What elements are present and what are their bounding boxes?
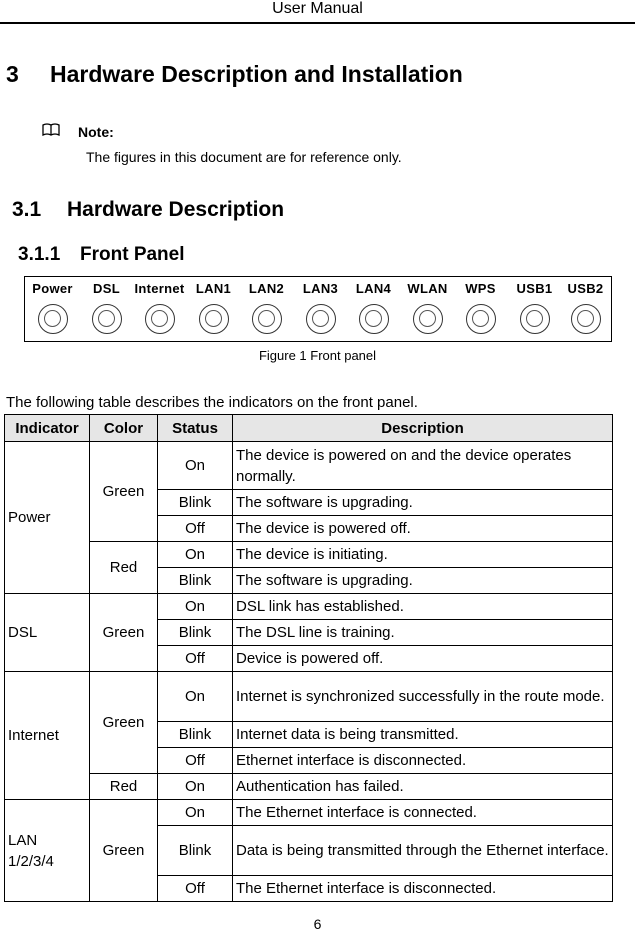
description-cell: The device is initiating. bbox=[233, 542, 613, 568]
port-usb2 bbox=[559, 277, 612, 343]
port-label: USB2 bbox=[567, 281, 604, 296]
led-indicator bbox=[252, 304, 282, 334]
description-cell: The software is upgrading. bbox=[233, 490, 613, 516]
port-power bbox=[26, 277, 79, 343]
port-label: LAN2 bbox=[248, 281, 285, 296]
port-lan4 bbox=[347, 277, 400, 343]
led-indicator bbox=[92, 304, 122, 334]
indicator-table bbox=[4, 414, 613, 902]
status-cell: Blink bbox=[158, 826, 233, 876]
color-cell: Green bbox=[90, 672, 158, 774]
port-internet bbox=[133, 277, 186, 343]
status-cell: On bbox=[158, 672, 233, 722]
description-cell: The device is powered on and the device operates normally. bbox=[233, 442, 613, 490]
table-row bbox=[5, 442, 613, 490]
color-cell: Green bbox=[90, 442, 158, 542]
table-row bbox=[5, 542, 613, 568]
chapter-title: Hardware Description and Installation bbox=[50, 61, 463, 87]
led-indicator bbox=[520, 304, 550, 334]
note-text: The figures in this document are for reference only. bbox=[86, 149, 402, 165]
front-panel-figure bbox=[24, 276, 612, 342]
led-indicator bbox=[38, 304, 68, 334]
status-cell: On bbox=[158, 800, 233, 826]
header-title: User Manual bbox=[272, 0, 363, 17]
status-cell: Blink bbox=[158, 568, 233, 594]
status-cell: Off bbox=[158, 516, 233, 542]
subsection-heading bbox=[18, 243, 185, 267]
status-cell: Blink bbox=[158, 620, 233, 646]
status-cell: Blink bbox=[158, 722, 233, 748]
description-cell: The DSL line is training. bbox=[233, 620, 613, 646]
port-wlan bbox=[401, 277, 454, 343]
section-heading bbox=[12, 197, 284, 223]
section-title: Hardware Description bbox=[67, 198, 285, 221]
status-cell: On bbox=[158, 774, 233, 800]
port-label: DSL bbox=[93, 281, 120, 296]
led-indicator bbox=[199, 304, 229, 334]
description-cell: The software is upgrading. bbox=[233, 568, 613, 594]
indicator-cell: Internet bbox=[5, 672, 90, 800]
port-label: LAN4 bbox=[355, 281, 392, 296]
status-cell: Off bbox=[158, 876, 233, 902]
description-cell: DSL link has established. bbox=[233, 594, 613, 620]
description-cell: Internet is synchronized successfully in the route mode. bbox=[233, 672, 613, 722]
description-cell: The Ethernet interface is disconnected. bbox=[233, 876, 613, 902]
port-label: WPS bbox=[465, 281, 496, 296]
indicator-cell: LAN 1/2/3/4 bbox=[5, 800, 90, 902]
status-cell: Off bbox=[158, 748, 233, 774]
chapter-number: 3 bbox=[6, 61, 19, 87]
status-cell: On bbox=[158, 594, 233, 620]
port-wps bbox=[454, 277, 507, 343]
port-label: USB1 bbox=[516, 281, 553, 296]
table-row bbox=[5, 774, 613, 800]
table-header-row bbox=[5, 415, 613, 442]
led-indicator bbox=[145, 304, 175, 334]
figure-caption: Figure 1 Front panel bbox=[258, 348, 377, 363]
status-cell: On bbox=[158, 442, 233, 490]
subsection-number: 3.1.1 bbox=[18, 244, 61, 265]
chapter-heading bbox=[6, 60, 463, 88]
description-cell: Ethernet interface is disconnected. bbox=[233, 748, 613, 774]
port-lan3 bbox=[294, 277, 347, 343]
color-cell: Green bbox=[90, 800, 158, 902]
description-cell: The Ethernet interface is connected. bbox=[233, 800, 613, 826]
status-cell: Blink bbox=[158, 490, 233, 516]
table-row bbox=[5, 594, 613, 620]
table-row bbox=[5, 672, 613, 722]
subsection-title: Front Panel bbox=[80, 244, 185, 265]
book-icon bbox=[42, 123, 62, 140]
port-label: LAN3 bbox=[302, 281, 339, 296]
led-indicator bbox=[466, 304, 496, 334]
led-indicator bbox=[413, 304, 443, 334]
port-usb1 bbox=[508, 277, 561, 343]
description-cell: The device is powered off. bbox=[233, 516, 613, 542]
port-lan2 bbox=[240, 277, 293, 343]
header-status: Status bbox=[158, 415, 233, 442]
header-indicator: Indicator bbox=[5, 415, 90, 442]
description-cell: Authentication has failed. bbox=[233, 774, 613, 800]
description-cell: Data is being transmitted through the Ethernet interface. bbox=[233, 826, 613, 876]
port-label: WLAN bbox=[407, 281, 448, 296]
color-cell: Red bbox=[90, 542, 158, 594]
page-header bbox=[0, 0, 635, 24]
port-label: Internet bbox=[134, 281, 185, 296]
port-label: LAN1 bbox=[195, 281, 232, 296]
port-label: Power bbox=[32, 281, 73, 296]
port-dsl bbox=[80, 277, 133, 343]
indicator-cell: DSL bbox=[5, 594, 90, 672]
description-cell: Internet data is being transmitted. bbox=[233, 722, 613, 748]
led-indicator bbox=[571, 304, 601, 334]
color-cell: Red bbox=[90, 774, 158, 800]
led-indicator bbox=[306, 304, 336, 334]
intro-text: The following table describes the indicators on the front panel. bbox=[6, 394, 418, 411]
note-label: Note: bbox=[78, 124, 114, 140]
indicator-cell: Power bbox=[5, 442, 90, 594]
section-number: 3.1 bbox=[12, 198, 42, 221]
led-indicator bbox=[359, 304, 389, 334]
header-color: Color bbox=[90, 415, 158, 442]
header-description: Description bbox=[233, 415, 613, 442]
color-cell: Green bbox=[90, 594, 158, 672]
table-row bbox=[5, 800, 613, 826]
status-cell: Off bbox=[158, 646, 233, 672]
port-lan1 bbox=[187, 277, 240, 343]
page-number: 6 bbox=[313, 916, 322, 932]
status-cell: On bbox=[158, 542, 233, 568]
description-cell: Device is powered off. bbox=[233, 646, 613, 672]
note-heading bbox=[42, 123, 114, 140]
